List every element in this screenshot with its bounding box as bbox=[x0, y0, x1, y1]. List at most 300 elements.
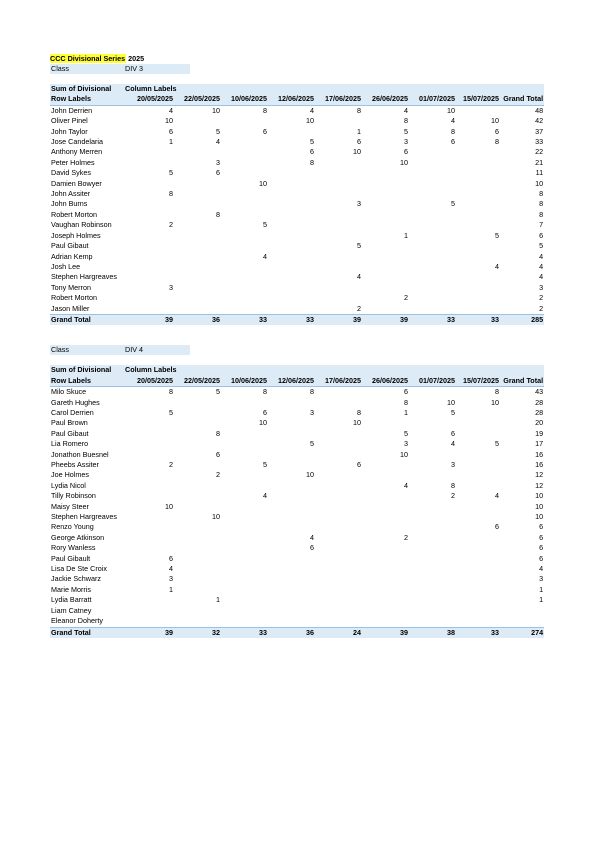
score-cell[interactable] bbox=[456, 158, 500, 168]
row-labels-dropdown[interactable]: Row Labels bbox=[50, 94, 124, 105]
table-row[interactable] bbox=[50, 554, 544, 564]
score-cell[interactable] bbox=[221, 595, 268, 605]
score-cell[interactable] bbox=[456, 616, 500, 627]
table-row[interactable] bbox=[50, 210, 544, 220]
score-cell[interactable] bbox=[124, 231, 174, 241]
score-cell[interactable] bbox=[174, 460, 221, 470]
score-cell[interactable]: 10 bbox=[165, 501, 173, 511]
score-cell[interactable] bbox=[362, 574, 409, 584]
table-row[interactable] bbox=[50, 512, 544, 522]
table-row[interactable] bbox=[50, 231, 544, 241]
player-name-cell[interactable]: Damien Bowyer bbox=[51, 178, 102, 188]
score-cell[interactable] bbox=[456, 418, 500, 428]
score-cell[interactable]: 6 bbox=[357, 460, 361, 469]
score-cell[interactable]: 5 bbox=[310, 439, 314, 449]
row-total-cell[interactable]: 8 bbox=[539, 189, 544, 199]
score-cell[interactable] bbox=[268, 606, 315, 616]
score-cell[interactable]: 5 bbox=[451, 199, 455, 209]
score-cell[interactable] bbox=[174, 408, 221, 418]
table-row[interactable] bbox=[50, 137, 544, 147]
score-cell[interactable]: 10 bbox=[259, 178, 267, 188]
player-name-cell[interactable]: Lia Romero bbox=[51, 439, 89, 449]
score-cell[interactable] bbox=[221, 502, 268, 512]
score-cell[interactable] bbox=[362, 470, 409, 480]
score-cell[interactable] bbox=[456, 595, 500, 605]
score-cell[interactable] bbox=[221, 168, 268, 178]
score-cell[interactable] bbox=[362, 252, 409, 262]
score-cell[interactable] bbox=[362, 512, 409, 522]
row-total-cell[interactable]: 6 bbox=[539, 522, 544, 532]
score-cell[interactable]: 5 bbox=[495, 230, 499, 240]
score-cell[interactable] bbox=[268, 398, 315, 408]
row-total-cell[interactable]: 7 bbox=[539, 220, 544, 230]
score-cell[interactable]: 6 bbox=[169, 553, 173, 563]
score-cell[interactable] bbox=[124, 262, 174, 272]
score-cell[interactable] bbox=[268, 512, 315, 522]
score-cell[interactable]: 10 bbox=[400, 449, 408, 459]
score-cell[interactable] bbox=[409, 512, 456, 522]
score-cell[interactable] bbox=[174, 564, 221, 574]
score-cell[interactable]: 1 bbox=[216, 595, 220, 605]
score-cell[interactable] bbox=[268, 595, 315, 605]
score-cell[interactable]: 10 bbox=[212, 105, 220, 115]
score-cell[interactable] bbox=[268, 168, 315, 178]
score-cell[interactable] bbox=[456, 147, 500, 157]
score-cell[interactable] bbox=[221, 481, 268, 491]
table-row[interactable] bbox=[50, 418, 544, 428]
score-cell[interactable] bbox=[315, 533, 362, 543]
row-total-cell[interactable]: 4 bbox=[539, 564, 544, 574]
row-total-cell[interactable]: 6 bbox=[539, 230, 544, 240]
player-name-cell[interactable]: John Burns bbox=[51, 199, 88, 209]
row-total-cell[interactable]: 1 bbox=[539, 595, 544, 605]
row-total-cell[interactable]: 6 bbox=[539, 543, 544, 553]
player-name-cell[interactable]: Maisy Steer bbox=[51, 501, 89, 511]
player-name-cell[interactable]: Stephen Hargreaves bbox=[51, 272, 117, 282]
column-labels-dropdown[interactable]: Column Labels bbox=[124, 84, 544, 94]
score-cell[interactable] bbox=[456, 272, 500, 282]
score-cell[interactable]: 4 bbox=[451, 116, 455, 126]
score-cell[interactable] bbox=[362, 189, 409, 199]
row-total-cell[interactable]: 4 bbox=[539, 261, 544, 271]
score-cell[interactable] bbox=[456, 283, 500, 293]
table-row[interactable] bbox=[50, 220, 544, 230]
row-total-cell[interactable]: 37 bbox=[535, 126, 544, 136]
score-cell[interactable] bbox=[124, 616, 174, 627]
score-cell[interactable] bbox=[315, 450, 362, 460]
score-cell[interactable] bbox=[174, 616, 221, 627]
score-cell[interactable] bbox=[268, 293, 315, 303]
row-total-cell[interactable]: 8 bbox=[539, 209, 544, 219]
score-cell[interactable]: 10 bbox=[400, 157, 408, 167]
table-row[interactable] bbox=[50, 189, 544, 199]
score-cell[interactable] bbox=[456, 168, 500, 178]
score-cell[interactable] bbox=[174, 179, 221, 189]
table-row[interactable] bbox=[50, 491, 544, 501]
score-cell[interactable] bbox=[409, 470, 456, 480]
score-cell[interactable] bbox=[362, 168, 409, 178]
score-cell[interactable] bbox=[268, 304, 315, 315]
score-cell[interactable] bbox=[409, 304, 456, 315]
score-cell[interactable] bbox=[124, 210, 174, 220]
row-total-cell[interactable]: 48 bbox=[535, 105, 544, 115]
table-row[interactable] bbox=[50, 616, 544, 627]
player-name-cell[interactable]: Paul Gibault bbox=[51, 553, 91, 563]
score-cell[interactable] bbox=[268, 491, 315, 501]
score-cell[interactable]: 1 bbox=[404, 407, 408, 417]
score-cell[interactable]: 4 bbox=[451, 439, 455, 449]
player-name-cell[interactable]: Joe Holmes bbox=[51, 470, 89, 480]
score-cell[interactable]: 2 bbox=[216, 470, 220, 480]
score-cell[interactable] bbox=[362, 595, 409, 605]
score-cell[interactable] bbox=[315, 429, 362, 439]
score-cell[interactable]: 3 bbox=[169, 574, 173, 584]
score-cell[interactable] bbox=[409, 189, 456, 199]
row-total-cell[interactable]: 3 bbox=[539, 574, 544, 584]
table-row[interactable] bbox=[50, 439, 544, 449]
score-cell[interactable]: 6 bbox=[169, 126, 173, 136]
score-cell[interactable] bbox=[409, 210, 456, 220]
row-total-cell[interactable] bbox=[500, 616, 544, 627]
score-cell[interactable] bbox=[174, 262, 221, 272]
score-cell[interactable] bbox=[174, 283, 221, 293]
score-cell[interactable] bbox=[315, 262, 362, 272]
score-cell[interactable]: 10 bbox=[212, 512, 220, 522]
player-name-cell[interactable]: Lisa De Ste Croix bbox=[51, 564, 107, 574]
score-cell[interactable] bbox=[174, 543, 221, 553]
score-cell[interactable] bbox=[221, 606, 268, 616]
player-name-cell[interactable]: Stephen Hargreaves bbox=[51, 512, 117, 522]
table-row[interactable] bbox=[50, 199, 544, 209]
score-cell[interactable] bbox=[315, 189, 362, 199]
score-cell[interactable] bbox=[362, 262, 409, 272]
score-cell[interactable] bbox=[315, 158, 362, 168]
score-cell[interactable] bbox=[268, 450, 315, 460]
score-cell[interactable] bbox=[315, 512, 362, 522]
player-name-cell[interactable]: Adrian Kemp bbox=[51, 251, 93, 261]
score-cell[interactable]: 2 bbox=[357, 303, 361, 313]
score-cell[interactable] bbox=[221, 522, 268, 532]
score-cell[interactable] bbox=[409, 522, 456, 532]
score-cell[interactable]: 1 bbox=[404, 230, 408, 240]
table-row[interactable] bbox=[50, 502, 544, 512]
score-cell[interactable]: 5 bbox=[310, 137, 314, 147]
row-total-cell[interactable]: 12 bbox=[535, 470, 544, 480]
table-row[interactable] bbox=[50, 460, 544, 470]
score-cell[interactable] bbox=[409, 220, 456, 230]
score-cell[interactable] bbox=[268, 522, 315, 532]
row-total-cell[interactable]: 10 bbox=[535, 491, 544, 501]
player-name-cell[interactable]: Jason Miller bbox=[51, 303, 90, 313]
score-cell[interactable] bbox=[315, 398, 362, 408]
score-cell[interactable] bbox=[268, 585, 315, 595]
score-cell[interactable] bbox=[268, 564, 315, 574]
player-name-cell[interactable]: John Derrien bbox=[51, 105, 93, 115]
score-cell[interactable]: 5 bbox=[404, 428, 408, 438]
column-labels-dropdown[interactable]: Column Labels bbox=[124, 365, 544, 375]
score-cell[interactable] bbox=[362, 543, 409, 553]
score-cell[interactable] bbox=[174, 189, 221, 199]
table-row[interactable] bbox=[50, 252, 544, 262]
score-cell[interactable] bbox=[315, 574, 362, 584]
score-cell[interactable] bbox=[315, 585, 362, 595]
score-cell[interactable]: 4 bbox=[357, 272, 361, 282]
player-name-cell[interactable]: Tony Merron bbox=[51, 282, 91, 292]
score-cell[interactable] bbox=[124, 543, 174, 553]
table-row[interactable] bbox=[50, 450, 544, 460]
score-cell[interactable] bbox=[315, 168, 362, 178]
score-cell[interactable] bbox=[456, 502, 500, 512]
class-filter-cell[interactable] bbox=[50, 64, 190, 74]
player-name-cell[interactable]: Lydia Barratt bbox=[51, 595, 92, 605]
score-cell[interactable] bbox=[409, 179, 456, 189]
score-cell[interactable] bbox=[268, 554, 315, 564]
player-name-cell[interactable]: John Taylor bbox=[51, 126, 88, 136]
score-cell[interactable] bbox=[315, 220, 362, 230]
score-cell[interactable] bbox=[409, 502, 456, 512]
score-cell[interactable] bbox=[124, 533, 174, 543]
score-cell[interactable] bbox=[268, 262, 315, 272]
score-cell[interactable]: 3 bbox=[357, 199, 361, 209]
score-cell[interactable]: 3 bbox=[404, 439, 408, 449]
score-cell[interactable]: 8 bbox=[404, 116, 408, 126]
score-cell[interactable]: 2 bbox=[404, 293, 408, 303]
score-cell[interactable] bbox=[221, 283, 268, 293]
score-cell[interactable] bbox=[362, 199, 409, 209]
table-row[interactable] bbox=[50, 241, 544, 251]
score-cell[interactable] bbox=[362, 241, 409, 251]
score-cell[interactable] bbox=[124, 199, 174, 209]
score-cell[interactable] bbox=[409, 158, 456, 168]
table-row[interactable] bbox=[50, 158, 544, 168]
row-total-cell[interactable]: 19 bbox=[535, 428, 544, 438]
row-total-cell[interactable]: 1 bbox=[539, 584, 544, 594]
score-cell[interactable] bbox=[409, 283, 456, 293]
score-cell[interactable] bbox=[456, 210, 500, 220]
score-cell[interactable] bbox=[268, 179, 315, 189]
score-cell[interactable] bbox=[456, 304, 500, 315]
score-cell[interactable]: 5 bbox=[357, 241, 361, 251]
row-total-cell[interactable]: 11 bbox=[535, 168, 544, 178]
score-cell[interactable] bbox=[362, 522, 409, 532]
player-name-cell[interactable]: David Sykes bbox=[51, 168, 91, 178]
row-total-cell[interactable]: 28 bbox=[535, 407, 544, 417]
score-cell[interactable]: 6 bbox=[357, 137, 361, 147]
player-name-cell[interactable]: Paul Brown bbox=[51, 418, 88, 428]
score-cell[interactable]: 5 bbox=[216, 387, 220, 397]
score-cell[interactable] bbox=[362, 491, 409, 501]
class-filter-value[interactable]: DIV 4 bbox=[125, 345, 143, 355]
score-cell[interactable] bbox=[315, 470, 362, 480]
row-total-cell[interactable]: 16 bbox=[535, 449, 544, 459]
class-filter[interactable] bbox=[50, 64, 544, 74]
score-cell[interactable] bbox=[221, 616, 268, 627]
score-cell[interactable] bbox=[174, 220, 221, 230]
score-cell[interactable] bbox=[409, 543, 456, 553]
score-cell[interactable] bbox=[268, 241, 315, 251]
score-cell[interactable]: 8 bbox=[495, 387, 499, 397]
player-name-cell[interactable]: George Atkinson bbox=[51, 532, 105, 542]
score-cell[interactable] bbox=[362, 554, 409, 564]
score-cell[interactable] bbox=[221, 262, 268, 272]
score-cell[interactable] bbox=[362, 220, 409, 230]
score-cell[interactable] bbox=[456, 543, 500, 553]
row-total-cell[interactable]: 10 bbox=[535, 501, 544, 511]
score-cell[interactable] bbox=[268, 574, 315, 584]
score-cell[interactable]: 6 bbox=[216, 449, 220, 459]
score-cell[interactable] bbox=[409, 241, 456, 251]
row-total-cell[interactable]: 10 bbox=[535, 512, 544, 522]
score-cell[interactable] bbox=[409, 564, 456, 574]
score-cell[interactable] bbox=[268, 199, 315, 209]
score-cell[interactable] bbox=[409, 252, 456, 262]
player-name-cell[interactable]: Robert Morton bbox=[51, 209, 97, 219]
player-name-cell[interactable]: Vaughan Robinson bbox=[51, 220, 112, 230]
score-cell[interactable] bbox=[456, 460, 500, 470]
score-cell[interactable]: 4 bbox=[495, 491, 499, 501]
table-row[interactable] bbox=[50, 533, 544, 543]
score-cell[interactable] bbox=[456, 429, 500, 439]
table-row[interactable] bbox=[50, 398, 544, 408]
table-row[interactable] bbox=[50, 304, 544, 315]
table-row[interactable] bbox=[50, 606, 544, 616]
score-cell[interactable] bbox=[174, 272, 221, 282]
row-total-cell[interactable]: 4 bbox=[539, 272, 544, 282]
score-cell[interactable] bbox=[409, 606, 456, 616]
player-name-cell[interactable]: Eleanor Doherty bbox=[51, 616, 103, 626]
score-cell[interactable]: 6 bbox=[263, 407, 267, 417]
score-cell[interactable] bbox=[268, 220, 315, 230]
score-cell[interactable] bbox=[174, 606, 221, 616]
score-cell[interactable] bbox=[174, 522, 221, 532]
score-cell[interactable] bbox=[456, 450, 500, 460]
score-cell[interactable] bbox=[362, 606, 409, 616]
score-cell[interactable] bbox=[221, 574, 268, 584]
score-cell[interactable] bbox=[174, 252, 221, 262]
score-cell[interactable] bbox=[221, 439, 268, 449]
score-cell[interactable]: 8 bbox=[495, 137, 499, 147]
score-cell[interactable] bbox=[456, 105, 500, 116]
score-cell[interactable] bbox=[124, 512, 174, 522]
score-cell[interactable] bbox=[221, 241, 268, 251]
player-name-cell[interactable]: Milo Skuce bbox=[51, 387, 87, 397]
table-row[interactable] bbox=[50, 283, 544, 293]
score-cell[interactable] bbox=[124, 398, 174, 408]
player-name-cell[interactable]: Anthony Merren bbox=[51, 147, 103, 157]
score-cell[interactable] bbox=[315, 616, 362, 627]
score-cell[interactable] bbox=[409, 231, 456, 241]
score-cell[interactable]: 8 bbox=[310, 387, 314, 397]
score-cell[interactable]: 4 bbox=[169, 105, 173, 115]
row-labels-dropdown[interactable]: Row Labels bbox=[50, 376, 124, 387]
score-cell[interactable]: 8 bbox=[310, 157, 314, 167]
score-cell[interactable] bbox=[124, 481, 174, 491]
table-row[interactable] bbox=[50, 179, 544, 189]
score-cell[interactable] bbox=[362, 585, 409, 595]
score-cell[interactable] bbox=[315, 252, 362, 262]
row-total-cell[interactable]: 21 bbox=[535, 157, 544, 167]
score-cell[interactable]: 3 bbox=[216, 157, 220, 167]
player-name-cell[interactable]: Robert Morton bbox=[51, 293, 97, 303]
score-cell[interactable] bbox=[315, 387, 362, 398]
score-cell[interactable] bbox=[221, 554, 268, 564]
table-row[interactable] bbox=[50, 481, 544, 491]
score-cell[interactable]: 5 bbox=[169, 407, 173, 417]
player-name-cell[interactable]: Gareth Hughes bbox=[51, 397, 100, 407]
score-cell[interactable] bbox=[221, 564, 268, 574]
score-cell[interactable] bbox=[315, 293, 362, 303]
score-cell[interactable] bbox=[174, 304, 221, 315]
table-row[interactable] bbox=[50, 168, 544, 178]
score-cell[interactable]: 8 bbox=[404, 397, 408, 407]
score-cell[interactable] bbox=[362, 460, 409, 470]
score-cell[interactable] bbox=[221, 293, 268, 303]
score-cell[interactable] bbox=[268, 127, 315, 137]
score-cell[interactable] bbox=[221, 398, 268, 408]
score-cell[interactable]: 3 bbox=[404, 137, 408, 147]
score-cell[interactable]: 2 bbox=[169, 220, 173, 230]
score-cell[interactable] bbox=[124, 595, 174, 605]
row-total-cell[interactable]: 2 bbox=[539, 293, 544, 303]
score-cell[interactable] bbox=[221, 137, 268, 147]
score-cell[interactable] bbox=[221, 543, 268, 553]
score-cell[interactable] bbox=[124, 470, 174, 480]
score-cell[interactable] bbox=[174, 481, 221, 491]
player-name-cell[interactable]: Jackie Schwarz bbox=[51, 574, 101, 584]
table-row[interactable] bbox=[50, 470, 544, 480]
row-total-cell[interactable]: 33 bbox=[535, 137, 544, 147]
score-cell[interactable]: 10 bbox=[306, 116, 314, 126]
table-row[interactable] bbox=[50, 147, 544, 157]
row-total-cell[interactable]: 43 bbox=[535, 387, 544, 397]
score-cell[interactable] bbox=[268, 429, 315, 439]
score-cell[interactable] bbox=[174, 231, 221, 241]
score-cell[interactable] bbox=[124, 147, 174, 157]
score-cell[interactable]: 4 bbox=[310, 532, 314, 542]
player-name-cell[interactable]: Paul Gibaut bbox=[51, 428, 89, 438]
score-cell[interactable] bbox=[362, 283, 409, 293]
table-row[interactable] bbox=[50, 387, 544, 398]
table-row[interactable] bbox=[50, 105, 544, 116]
score-cell[interactable] bbox=[456, 179, 500, 189]
table-row[interactable] bbox=[50, 585, 544, 595]
score-cell[interactable] bbox=[362, 272, 409, 282]
score-cell[interactable] bbox=[221, 231, 268, 241]
score-cell[interactable] bbox=[124, 450, 174, 460]
score-cell[interactable]: 8 bbox=[357, 105, 361, 115]
score-cell[interactable] bbox=[174, 398, 221, 408]
score-cell[interactable] bbox=[409, 533, 456, 543]
player-name-cell[interactable]: Pheebs Assiter bbox=[51, 460, 99, 469]
score-cell[interactable] bbox=[409, 418, 456, 428]
score-cell[interactable]: 6 bbox=[495, 126, 499, 136]
score-cell[interactable] bbox=[221, 585, 268, 595]
score-cell[interactable] bbox=[221, 304, 268, 315]
score-cell[interactable] bbox=[456, 408, 500, 418]
score-cell[interactable] bbox=[409, 554, 456, 564]
score-cell[interactable] bbox=[221, 533, 268, 543]
score-cell[interactable] bbox=[221, 429, 268, 439]
score-cell[interactable] bbox=[315, 231, 362, 241]
score-cell[interactable]: 5 bbox=[216, 126, 220, 136]
score-cell[interactable]: 8 bbox=[357, 407, 361, 417]
row-total-cell[interactable]: 8 bbox=[539, 199, 544, 209]
score-cell[interactable] bbox=[409, 293, 456, 303]
score-cell[interactable] bbox=[315, 502, 362, 512]
score-cell[interactable] bbox=[174, 533, 221, 543]
score-cell[interactable] bbox=[315, 491, 362, 501]
score-cell[interactable] bbox=[409, 574, 456, 584]
